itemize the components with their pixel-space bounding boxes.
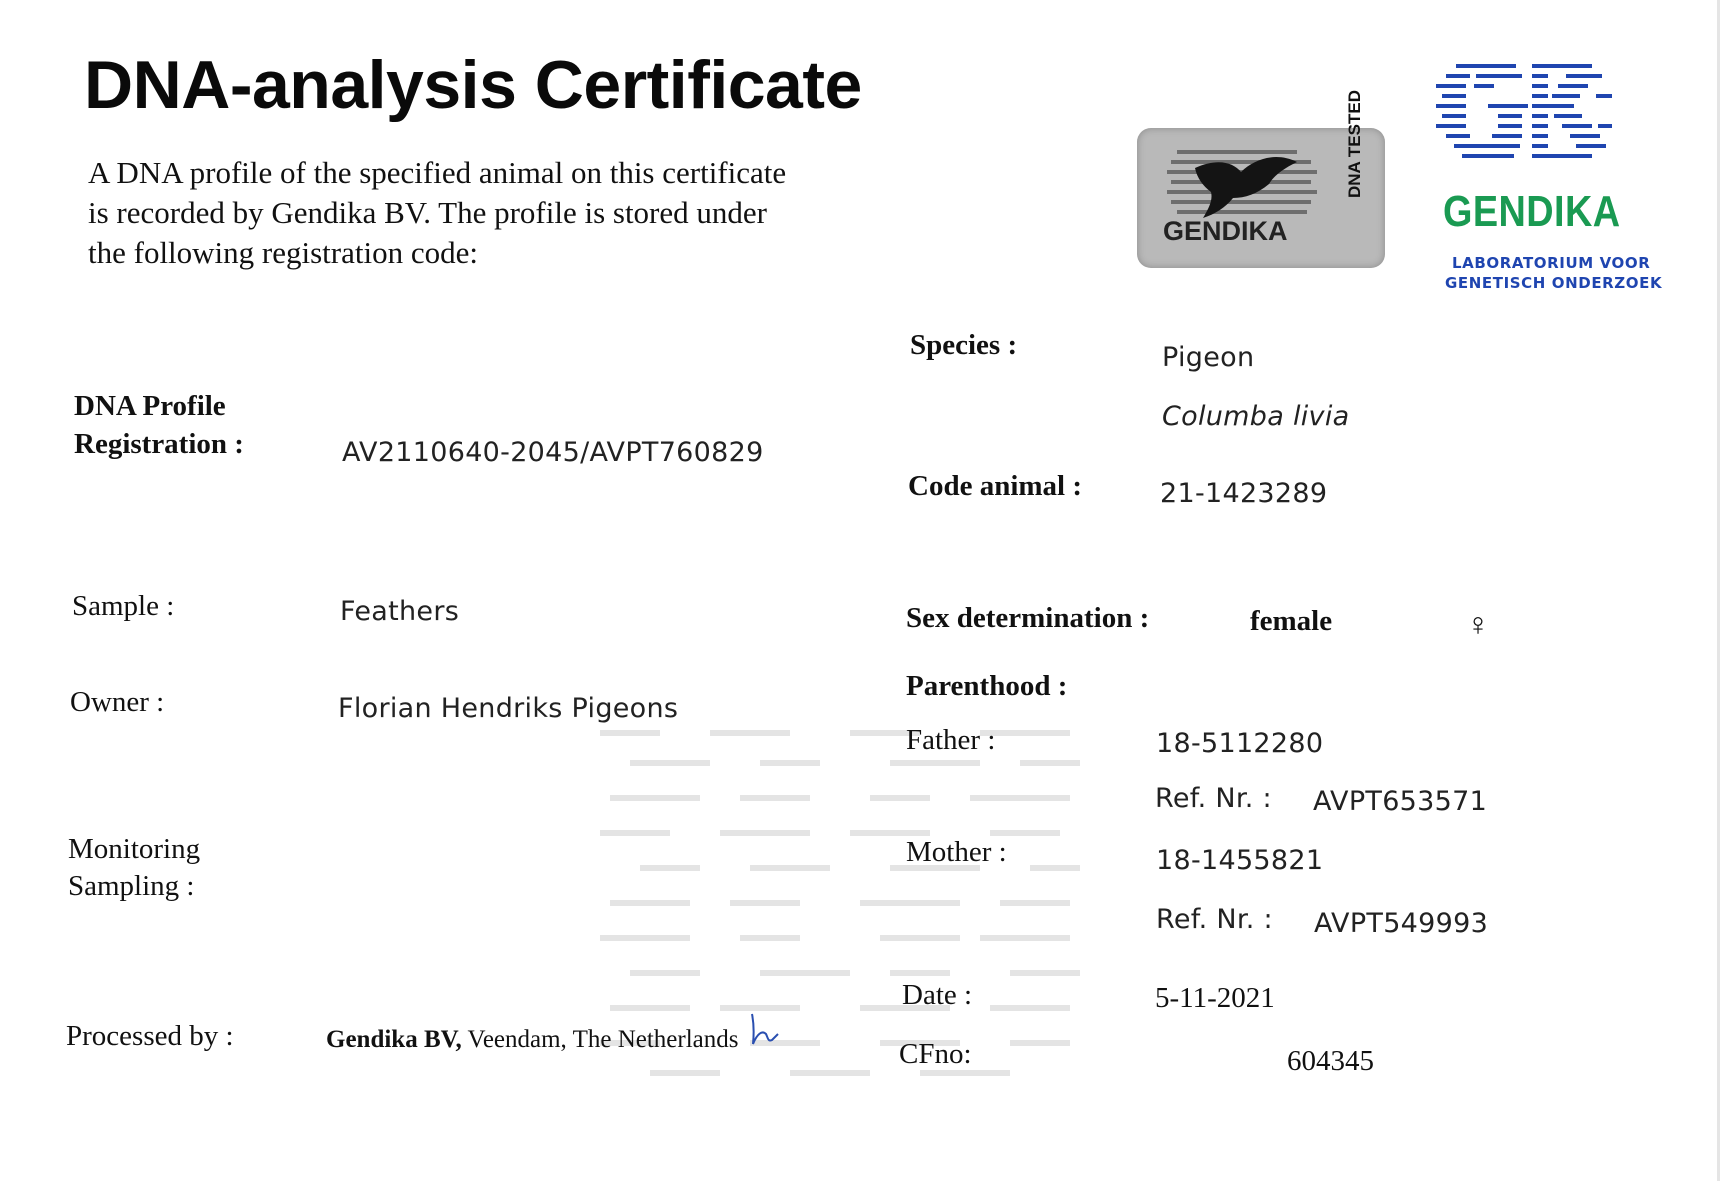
father-label: Father : [906, 724, 996, 756]
dna-tested-badge [1137, 90, 1385, 268]
father-ref-label: Ref. Nr. : [1155, 783, 1272, 814]
processed-location: Veendam, The Netherlands [467, 1026, 739, 1053]
code-animal-label: Code animal : [908, 470, 1082, 502]
owner-value: Florian Hendriks Pigeons [338, 693, 679, 724]
species-common: Pigeon [1162, 342, 1255, 373]
date-label: Date : [902, 979, 973, 1011]
species-latin: Columba livia [1162, 401, 1350, 432]
monitoring-label-line2: Sampling : [68, 870, 195, 902]
intro-paragraph: A DNA profile of the specified animal on this certificate is recorded by Gendika BV. The profile is stored under the following registration code: [88, 155, 787, 270]
monitoring-label-line1: Monitoring [68, 833, 201, 865]
cfno-value: 604345 [1287, 1045, 1374, 1077]
father-value: 18-5112280 [1156, 728, 1324, 759]
mother-ref-value: AVPT549993 [1314, 908, 1489, 939]
species-label: Species : [910, 329, 1018, 361]
processed-by-value [326, 1026, 739, 1054]
parenthood-label: Parenthood : [906, 670, 1068, 702]
sex-value: female [1250, 605, 1333, 637]
gendika-logo [1436, 62, 1636, 182]
date-value: 5-11-2021 [1155, 982, 1275, 1014]
badge-brand: GENDIKA [1163, 216, 1288, 246]
mother-label: Mother : [906, 836, 1007, 868]
mother-ref-label: Ref. Nr. : [1156, 904, 1273, 935]
cfno-label: CFno: [899, 1038, 972, 1070]
owner-label: Owner : [70, 686, 165, 718]
badge-tag: DNA TESTED [1345, 90, 1364, 198]
female-symbol-icon: ♀ [1466, 606, 1490, 642]
father-ref-value: AVPT653571 [1313, 786, 1488, 817]
processed-by-label: Processed by : [66, 1020, 234, 1052]
certificate-title: DNA-analysis Certificate [84, 47, 862, 123]
gendika-wordmark: GENDIKA [1443, 187, 1621, 236]
logo-subtitle-line1: LABORATORIUM VOOR [1452, 254, 1651, 272]
gendika-gk-logo-icon [1436, 62, 1616, 177]
dna-profile-label-line2: Registration : [74, 428, 244, 460]
signature-mark [748, 1010, 782, 1050]
dna-profile-value: AV2110640-2045/AVPT760829 [342, 437, 764, 468]
sample-value: Feathers [340, 596, 460, 627]
processed-company: Gendika BV, [326, 1026, 462, 1053]
logo-subtitle-line2: GENETISCH ONDERZOEK [1445, 274, 1663, 292]
code-animal-value: 21-1423289 [1160, 478, 1328, 509]
sex-determination-label: Sex determination : [906, 602, 1150, 634]
dna-profile-label-line1: DNA Profile [74, 390, 226, 422]
mother-value: 18-1455821 [1156, 845, 1324, 876]
sample-label: Sample : [72, 590, 175, 622]
